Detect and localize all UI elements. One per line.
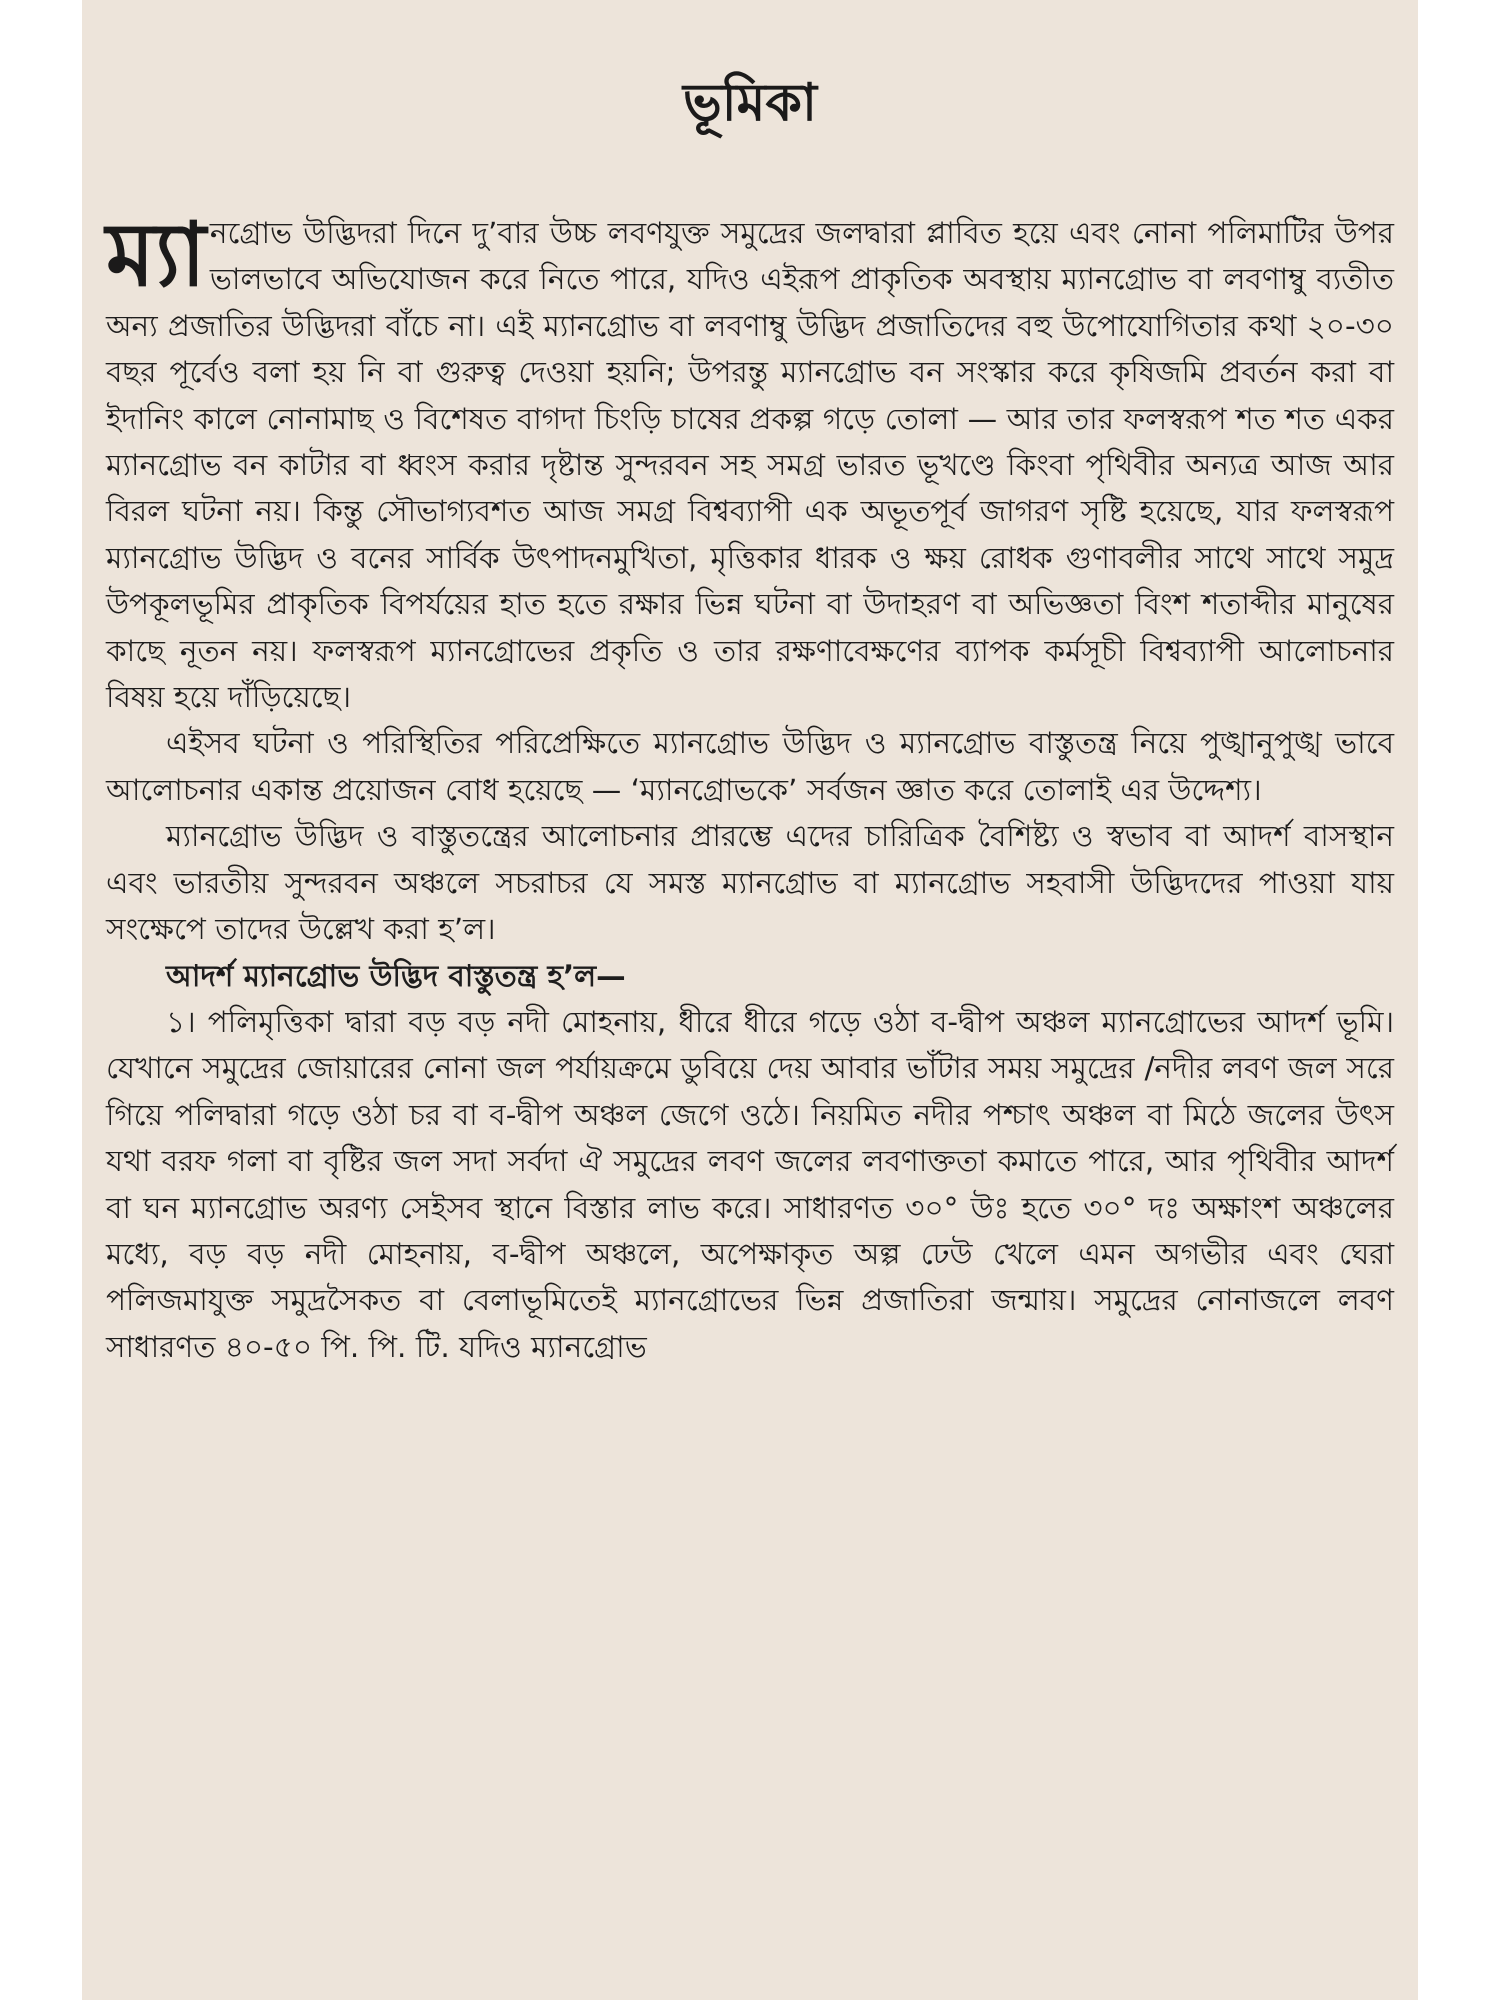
page-title: ভূমিকা	[683, 73, 817, 133]
paragraph-3: ম্যানগ্রোভ উদ্ভিদ ও বাস্তুতন্ত্রের আলোচনার প্রারম্ভে এদের চারিত্রিক বৈশিষ্ট্য ও স্বভাব বা আদর্শ বাসস্থান এবং ভারতীয় সুন্দরবন অঞ্চলে সচরাচর যে সমস্ত ম্যানগ্রোভ বা ম্যানগ্রোভ সহবাসী উদ্ভিদদের পাওয়া যায় সংক্ষেপে তাদের উল্লেখ করা হ’ল।	[106, 819, 1394, 947]
intro-paragraph	[106, 202, 1394, 720]
body-text	[106, 202, 1394, 1370]
paragraph-4: ১। পলিমৃত্তিকা দ্বারা বড় বড় নদী মোহনায়, ধীরে ধীরে গড়ে ওঠা ব-দ্বীপ অঞ্চল ম্যানগ্রোভের আদর্শ ভূমি। যেখানে সমুদ্রের জোয়ারের নোনা জল পর্যায়ক্রমে ডুবিয়ে দেয় আবার ভাঁটার সময় সমুদ্রের /নদীর লবণ জল সরে গিয়ে পলিদ্বারা গড়ে ওঠা চর বা ব-দ্বীপ অঞ্চল জেগে ওঠে। নিয়মিত নদীর পশ্চাৎ অঞ্চল বা মিঠে জলের উৎস যথা বরফ গলা বা বৃষ্টির জল সদা সর্বদা ঐ সমুদ্রের লবণ জলের লবণাক্ততা কমাতে পারে, আর পৃথিবীর আদর্শ বা ঘন ম্যানগ্রোভ অরণ্য সেইসব স্থানে বিস্তার লাভ করে। সাধারণত ৩০° উঃ হতে ৩০° দঃ অক্ষাংশ অঞ্চলের মধ্যে, বড় বড় নদী মোহনায়, ব-দ্বীপ অঞ্চলে, অপেক্ষাকৃত অল্প ঢেউ খেলে এমন অগভীর এবং ঘেরা পলিজমাযুক্ত সমুদ্রসৈকত বা বেলাভূমিতেই ম্যানগ্রোভের ভিন্ন প্রজাতিরা জন্মায়। সমুদ্রের নোনাজলে লবণ সাধারণত ৪০-৫০ পি. পি. টি. যদিও ম্যানগ্রোভ	[106, 1004, 1394, 1364]
book-page	[82, 0, 1418, 2000]
section-subheading: আদর্শ ম্যানগ্রোভ উদ্ভিদ বাস্তুতন্ত্র হ’ল—	[166, 958, 626, 993]
intro-paragraph-text: নগ্রোভ উদ্ভিদরা দিনে দু’বার উচ্চ লবণযুক্ত সমুদ্রের জলদ্বারা প্লাবিত হয়ে এবং নোনা পলিমাটির উপর ভালভাবে অভিযোজন করে নিতে পারে, যদিও এইরূপ প্রাকৃতিক অবস্থায় ম্যানগ্রোভ বা লবণাম্বু ব্যতীত অন্য প্রজাতির উদ্ভিদরা বাঁচে না। এই ম্যানগ্রোভ বা লবণাম্বু উদ্ভিদ প্রজাতিদের বহু উপোযোগিতার কথা ২০-৩০ বছর পূর্বেও বলা হয় নি বা গুরুত্ব দেওয়া হয়নি; উপরন্তু ম্যানগ্রোভ বন সংস্কার করে কৃষিজমি প্রবর্তন করা বা ইদানিং কালে নোনামাছ ও বিশেষত বাগদা চিংড়ি চাষের প্রকল্প গড়ে তোলা — আর তার ফলস্বরূপ শত শত একর ম্যানগ্রোভ বন কাটার বা ধ্বংস করার দৃষ্টান্ত সুন্দরবন সহ সমগ্র ভারত ভূখণ্ডে কিংবা পৃথিবীর অন্যত্র আজ আর বিরল ঘটনা নয়। কিন্তু সৌভাগ্যবশত আজ সমগ্র বিশ্বব্যাপী এক অভূতপূর্ব জাগরণ সৃষ্টি হয়েছে, যার ফলস্বরূপ ম্যানগ্রোভ উদ্ভিদ ও বনের সার্বিক উৎপাদনমুখিতা, মৃত্তিকার ধারক ও ক্ষয় রোধক গুণাবলীর সাথে সাথে সমুদ্র উপকূলভূমির প্রাকৃতিক বিপর্যয়ের হাত হতে রক্ষার ভিন্ন ঘটনা বা উদাহরণ বা অভিজ্ঞতা বিংশ শতাব্দীর মানুষের কাছে নূতন নয়। ফলস্বরূপ ম্যানগ্রোভের প্রকৃতি ও তার রক্ষণাবেক্ষণের ব্যাপক কর্মসূচী বিশ্বব্যাপী আলোচনার বিষয় হয়ে দাঁড়িয়েছে।	[106, 216, 1394, 715]
drop-cap: ম্যা	[106, 202, 206, 306]
paragraph-2: এইসব ঘটনা ও পরিস্থিতির পরিপ্রেক্ষিতে ম্যানগ্রোভ উদ্ভিদ ও ম্যানগ্রোভ বাস্তুতন্ত্র নিয়ে পুঙ্খানুপুঙ্খ ভাবে আলোচনার একান্ত প্রয়োজন বোধ হয়েছে — ‘ম্যানগ্রোভকে’ সর্বজন জ্ঞাত করে তোলাই এর উদ্দেশ্য।	[106, 726, 1394, 807]
